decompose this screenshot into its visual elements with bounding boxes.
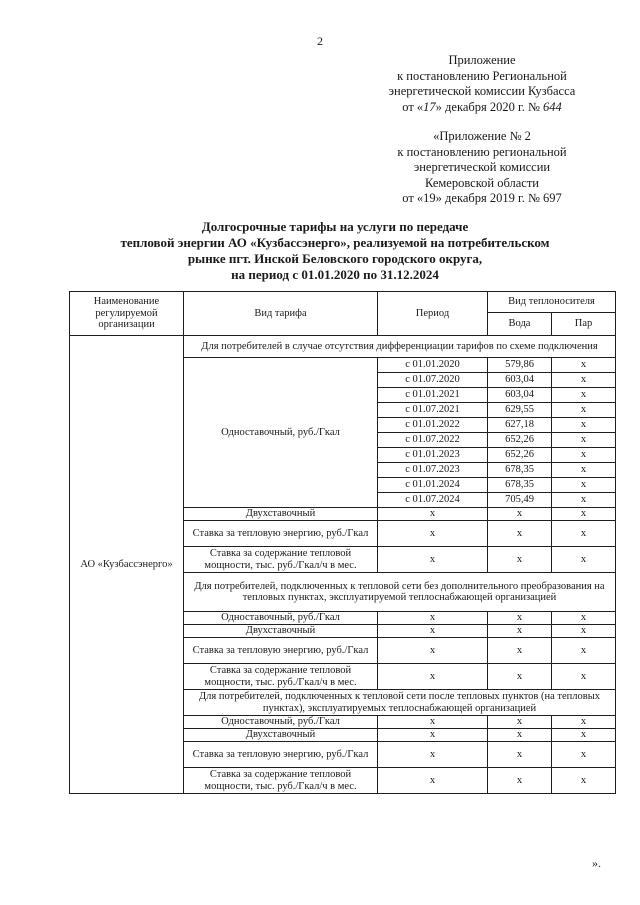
title-line: рынке пгт. Инской Беловского городского округа, bbox=[187, 251, 483, 266]
appendix-line: «Приложение № 2 bbox=[433, 129, 531, 143]
closing-quote: ». bbox=[592, 856, 601, 870]
steam-value: x bbox=[552, 463, 616, 478]
water-value: x bbox=[488, 729, 552, 742]
water-value: 629,55 bbox=[488, 403, 552, 418]
document-title bbox=[70, 219, 600, 283]
header-row bbox=[70, 292, 616, 313]
period-cell: x bbox=[378, 716, 488, 729]
period-cell: x bbox=[378, 625, 488, 638]
header-carrier: Вид теплоносителя bbox=[488, 292, 616, 313]
tariff-table bbox=[69, 291, 616, 794]
water-value: 652,26 bbox=[488, 433, 552, 448]
appendix-line: к постановлению региональной bbox=[397, 144, 567, 159]
header-steam: Пар bbox=[552, 313, 616, 336]
period-cell: x bbox=[378, 638, 488, 664]
appendix-line: энергетической комиссии bbox=[413, 160, 551, 174]
section-title: Для потребителей, подключенных к тепловой сети без дополнительного преобразования на тепловых пунктах, эксплуатируемой теплоснабжающей организацией bbox=[184, 573, 616, 612]
title-line: тепловой энергии АО «Кузбассэнерго», реализуемой на потребительском bbox=[120, 235, 550, 250]
steam-value: x bbox=[552, 729, 616, 742]
period-cell: x bbox=[378, 547, 488, 573]
water-value: x bbox=[488, 664, 552, 690]
water-value: x bbox=[488, 768, 552, 794]
steam-value: x bbox=[552, 418, 616, 433]
tariff-type: Двухставочный bbox=[184, 729, 378, 742]
appendix-date bbox=[374, 100, 590, 116]
water-value: 603,04 bbox=[488, 373, 552, 388]
steam-value: x bbox=[552, 638, 616, 664]
steam-value: x bbox=[552, 742, 616, 768]
tariff-type: Ставка за содержание тепловой мощности, тыс. руб./Гкал/ч в мес. bbox=[184, 664, 378, 690]
steam-value: x bbox=[552, 433, 616, 448]
header-org: Наименование регулируемой организации bbox=[70, 292, 184, 336]
water-value: x bbox=[488, 612, 552, 625]
period-cell: с 01.07.2023 bbox=[378, 463, 488, 478]
water-value: x bbox=[488, 716, 552, 729]
tariff-table-body bbox=[70, 292, 616, 794]
appendix-line: Приложение bbox=[448, 53, 516, 67]
steam-value: x bbox=[552, 664, 616, 690]
organization-name: АО «Кузбассэнерго» bbox=[70, 336, 184, 794]
tariff-type: Одноставочный, руб./Гкал bbox=[184, 358, 378, 508]
period-cell: x bbox=[378, 729, 488, 742]
date-mid: » декабря 2020 г. № bbox=[435, 99, 540, 114]
appendix-2-header bbox=[374, 129, 590, 207]
steam-value: x bbox=[552, 612, 616, 625]
water-value: 678,35 bbox=[488, 463, 552, 478]
header-water: Вода bbox=[488, 313, 552, 336]
appendix-header bbox=[374, 53, 590, 115]
steam-value: x bbox=[552, 388, 616, 403]
date-prefix: от « bbox=[402, 99, 424, 114]
steam-value: x bbox=[552, 373, 616, 388]
period-cell: с 01.07.2020 bbox=[378, 373, 488, 388]
tariff-type: Одноставочный, руб./Гкал bbox=[184, 716, 378, 729]
period-cell: с 01.01.2022 bbox=[378, 418, 488, 433]
header-tariff: Вид тарифа bbox=[184, 292, 378, 336]
title-line: на период с 01.01.2020 по 31.12.2024 bbox=[231, 267, 439, 282]
period-cell: с 01.01.2023 bbox=[378, 448, 488, 463]
appendix-line: от «19» декабря 2019 г. № 697 bbox=[402, 191, 562, 205]
tariff-type: Одноставочный, руб./Гкал bbox=[184, 612, 378, 625]
steam-value: x bbox=[552, 508, 616, 521]
steam-value: x bbox=[552, 547, 616, 573]
water-value: 705,49 bbox=[488, 493, 552, 508]
water-value: 678,35 bbox=[488, 478, 552, 493]
handwritten-number: 644 bbox=[543, 99, 562, 114]
water-value: 652,26 bbox=[488, 448, 552, 463]
section-title: Для потребителей в случае отсутствия дифференциации тарифов по схеме подключения bbox=[184, 336, 616, 358]
water-value: x bbox=[488, 625, 552, 638]
tariff-type: Ставка за тепловую энергию, руб./Гкал bbox=[184, 638, 378, 664]
steam-value: x bbox=[552, 716, 616, 729]
period-cell: x bbox=[378, 521, 488, 547]
steam-value: x bbox=[552, 358, 616, 373]
water-value: x bbox=[488, 547, 552, 573]
tariff-type: Ставка за тепловую энергию, руб./Гкал bbox=[184, 521, 378, 547]
steam-value: x bbox=[552, 493, 616, 508]
water-value: 579,86 bbox=[488, 358, 552, 373]
tariff-type: Двухставочный bbox=[184, 625, 378, 638]
section-title: Для потребителей, подключенных к тепловой сети после тепловых пунктов (на тепловых пунктах), эксплуатируемых теплоснабжающей организацией bbox=[184, 690, 616, 716]
period-cell: с 01.07.2021 bbox=[378, 403, 488, 418]
water-value: x bbox=[488, 508, 552, 521]
water-value: x bbox=[488, 742, 552, 768]
appendix-line: энергетической комиссии Кузбасса bbox=[388, 84, 576, 98]
period-cell: x bbox=[378, 612, 488, 625]
handwritten-day: 17 bbox=[423, 99, 436, 114]
appendix-line: к постановлению Региональной bbox=[397, 68, 567, 83]
tariff-type: Двухставочный bbox=[184, 508, 378, 521]
steam-value: x bbox=[552, 478, 616, 493]
steam-value: x bbox=[552, 448, 616, 463]
title-line: Долгосрочные тарифы на услуги по передаче bbox=[201, 219, 469, 234]
steam-value: x bbox=[552, 768, 616, 794]
header-period: Период bbox=[378, 292, 488, 336]
water-value: x bbox=[488, 521, 552, 547]
period-cell: x bbox=[378, 508, 488, 521]
steam-value: x bbox=[552, 403, 616, 418]
tariff-type: Ставка за содержание тепловой мощности, тыс. руб./Гкал/ч в мес. bbox=[184, 547, 378, 573]
period-cell: с 01.01.2021 bbox=[378, 388, 488, 403]
section-title-row bbox=[70, 336, 616, 358]
water-value: x bbox=[488, 638, 552, 664]
period-cell: x bbox=[378, 664, 488, 690]
water-value: 603,04 bbox=[488, 388, 552, 403]
tariff-type: Ставка за тепловую энергию, руб./Гкал bbox=[184, 742, 378, 768]
appendix-line: Кемеровской области bbox=[424, 175, 540, 190]
page-number: 2 bbox=[317, 34, 323, 48]
period-cell: x bbox=[378, 768, 488, 794]
water-value: 627,18 bbox=[488, 418, 552, 433]
steam-value: x bbox=[552, 625, 616, 638]
period-cell: с 01.01.2024 bbox=[378, 478, 488, 493]
period-cell: с 01.07.2024 bbox=[378, 493, 488, 508]
period-cell: x bbox=[378, 742, 488, 768]
steam-value: x bbox=[552, 521, 616, 547]
period-cell: с 01.07.2022 bbox=[378, 433, 488, 448]
period-cell: с 01.01.2020 bbox=[378, 358, 488, 373]
tariff-type: Ставка за содержание тепловой мощности, тыс. руб./Гкал/ч в мес. bbox=[184, 768, 378, 794]
